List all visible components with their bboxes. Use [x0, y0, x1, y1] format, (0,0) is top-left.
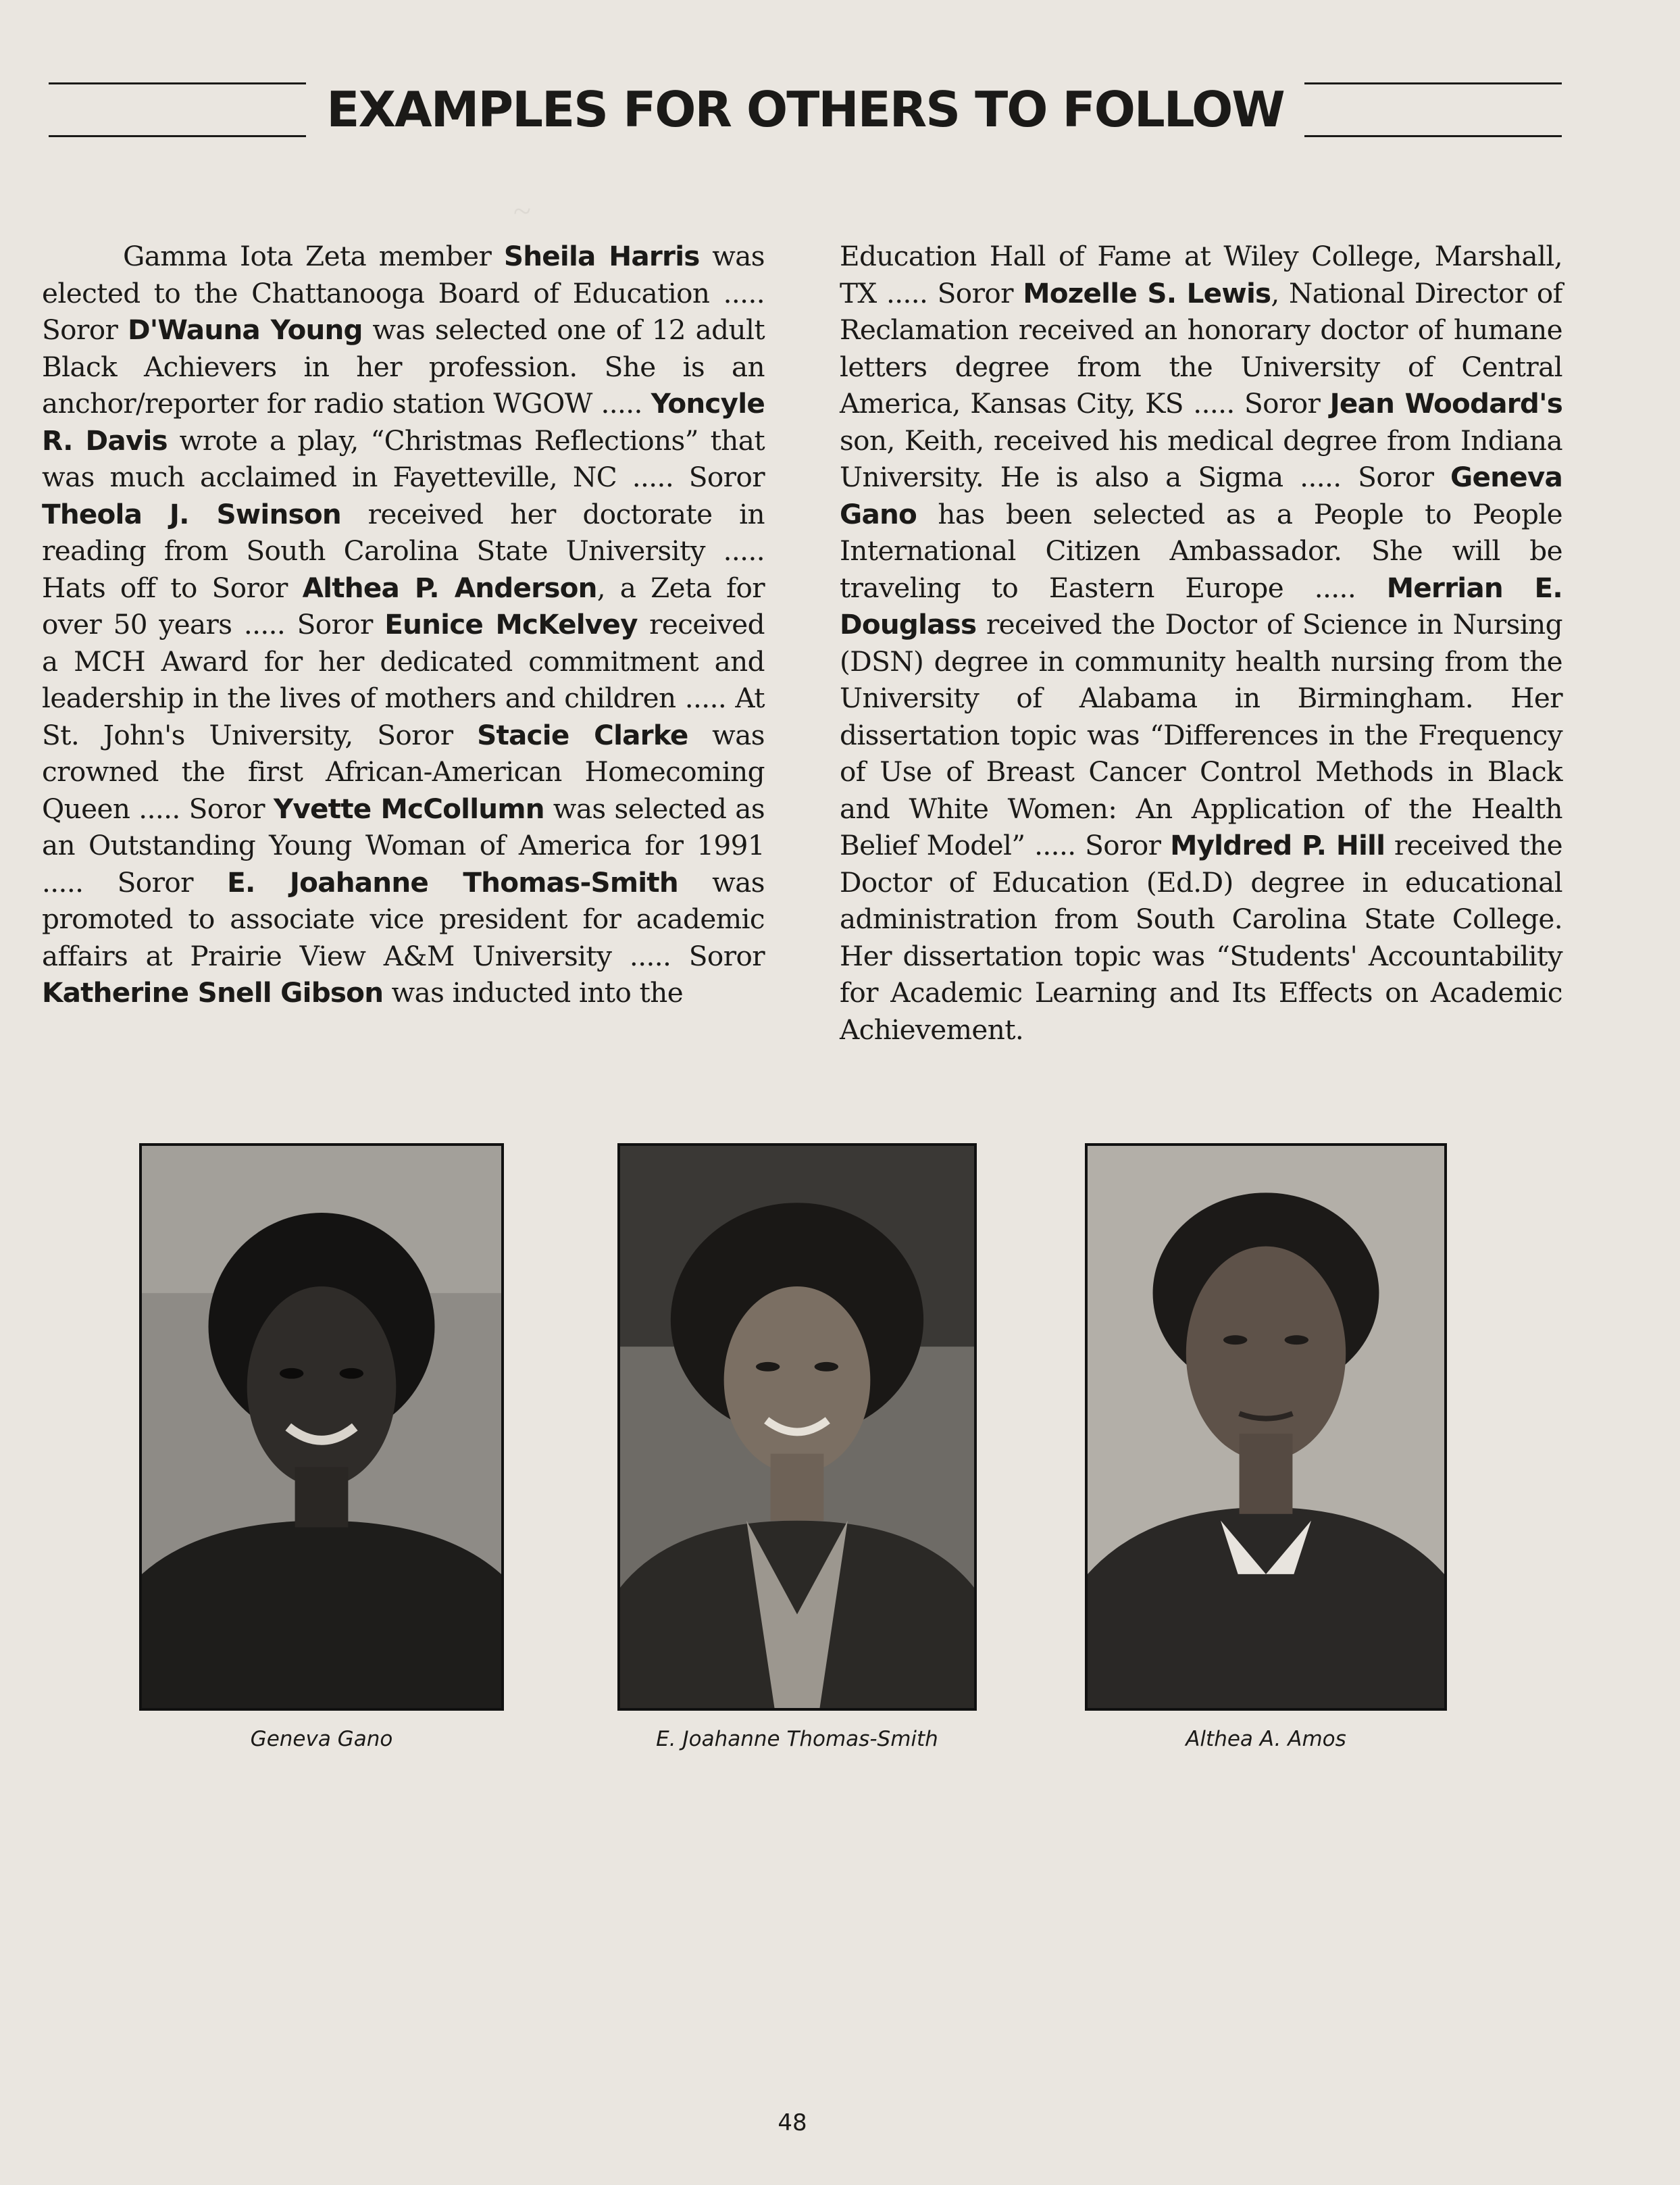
body-text: son, Keith, received his medical degree from Indiana University. He is also a Sigma ..... Soror — [840, 424, 1562, 493]
left-column-text — [42, 238, 765, 1011]
page-number: 48 — [778, 2109, 807, 2136]
bleed-through: ~ — [513, 193, 531, 229]
body-text: Education Hall of Fame at Wiley College, Marshall, TX ..... Soror — [840, 240, 1562, 309]
body-text: wrote a play, “Christmas Reflections” that was much acclaimed in Fayetteville, NC ..... Soror — [42, 424, 765, 493]
highlighted-name: Yvette McCollumn — [273, 792, 544, 825]
right-column — [840, 238, 1562, 1048]
highlighted-name: Yoncyle R. Davis — [42, 387, 765, 457]
portrait-illustration — [142, 1146, 501, 1708]
highlighted-name: D'Wauna Young — [127, 313, 363, 346]
photo-joahanne-thomas-smith — [617, 1143, 977, 1711]
highlighted-name: Eunice McKelvey — [384, 608, 638, 641]
highlighted-name: E. Joahanne Thomas-Smith — [227, 865, 678, 899]
page-title — [49, 76, 1562, 143]
body-text: was selected as an Outstanding Young Woman of America for 1991 ..... Soror — [42, 792, 765, 899]
right-column-text — [840, 238, 1562, 1048]
portrait-illustration — [1088, 1146, 1444, 1708]
body-text: received the Doctor of Education (Ed.D) degree in educational administration from South Carolina State College. Her dissertation topic was “Students' Accountability for Academic Learning and Its Effects on Academic Achievement. — [840, 829, 1562, 1046]
caption-joahanne-thomas-smith: E. Joahanne Thomas-Smith — [656, 1727, 938, 1751]
body-text: was selected one of 12 adult Black Achievers in her profession. She is an anchor/reporter for radio station WGOW ..... — [42, 313, 765, 420]
body-text: has been selected as a People to People International Citizen Ambassador. She will be traveling to Eastern Europe ..... — [840, 497, 1562, 604]
highlighted-name: Katherine Snell Gibson — [42, 976, 384, 1009]
highlighted-name: Myldred P. Hill — [1170, 829, 1385, 861]
body-text: was elected to the Chattanooga Board of Education ..... Soror — [42, 240, 765, 346]
body-text: received the Doctor of Science in Nursing (DSN) degree in community health nursing from the University of Alabama in Birmingham. Her dissertation topic was “Differences in the Frequency of Use of Breast Cancer Control Methods in Black and White Women: An Application of the Health Belief Model” ..... Soror — [840, 608, 1562, 861]
highlighted-name: Jean Woodard's — [1329, 387, 1562, 420]
highlighted-name: Althea P. Anderson — [302, 571, 597, 604]
body-text: Gamma Iota Zeta member — [123, 240, 504, 272]
photo-geneva-gano — [139, 1143, 504, 1711]
caption-althea-amos: Althea A. Amos — [1186, 1727, 1346, 1751]
page-header — [49, 76, 1562, 143]
photo-althea-amos — [1085, 1143, 1447, 1711]
caption-geneva-gano: Geneva Gano — [250, 1727, 393, 1751]
body-text: , a Zeta for over 50 years ..... Soror — [42, 571, 765, 641]
highlighted-name: Sheila Harris — [503, 240, 700, 272]
highlighted-name: Merrian E. Douglass — [840, 571, 1562, 641]
body-text: , National Director of Reclamation received an honorary doctor of humane letters degree from the University of Central America, Kansas City, KS ..... Soror — [840, 276, 1562, 420]
highlighted-name: Theola J. Swinson — [42, 497, 341, 530]
highlighted-name: Stacie Clarke — [477, 718, 688, 751]
body-text: was crowned the first African-American Homecoming Queen ..... Soror — [42, 718, 765, 825]
portrait-illustration — [620, 1146, 974, 1708]
body-text: received her doctorate in reading from South Carolina State University ..... Hats off to Soror — [42, 497, 765, 604]
left-column — [42, 238, 765, 1011]
body-text: was promoted to associate vice president for academic affairs at Prairie View A&M University ..... Soror — [42, 865, 765, 972]
highlighted-name: Geneva Gano — [840, 461, 1562, 530]
highlighted-name: Mozelle S. Lewis — [1023, 276, 1271, 309]
body-text: was inducted into the — [383, 976, 684, 1009]
page-title-text: EXAMPLES FOR OTHERS TO FOLLOW — [306, 81, 1304, 138]
body-text: received a MCH Award for her dedicated commitment and leadership in the lives of mothers and children ..... At St. John's University, Soror — [42, 608, 765, 751]
